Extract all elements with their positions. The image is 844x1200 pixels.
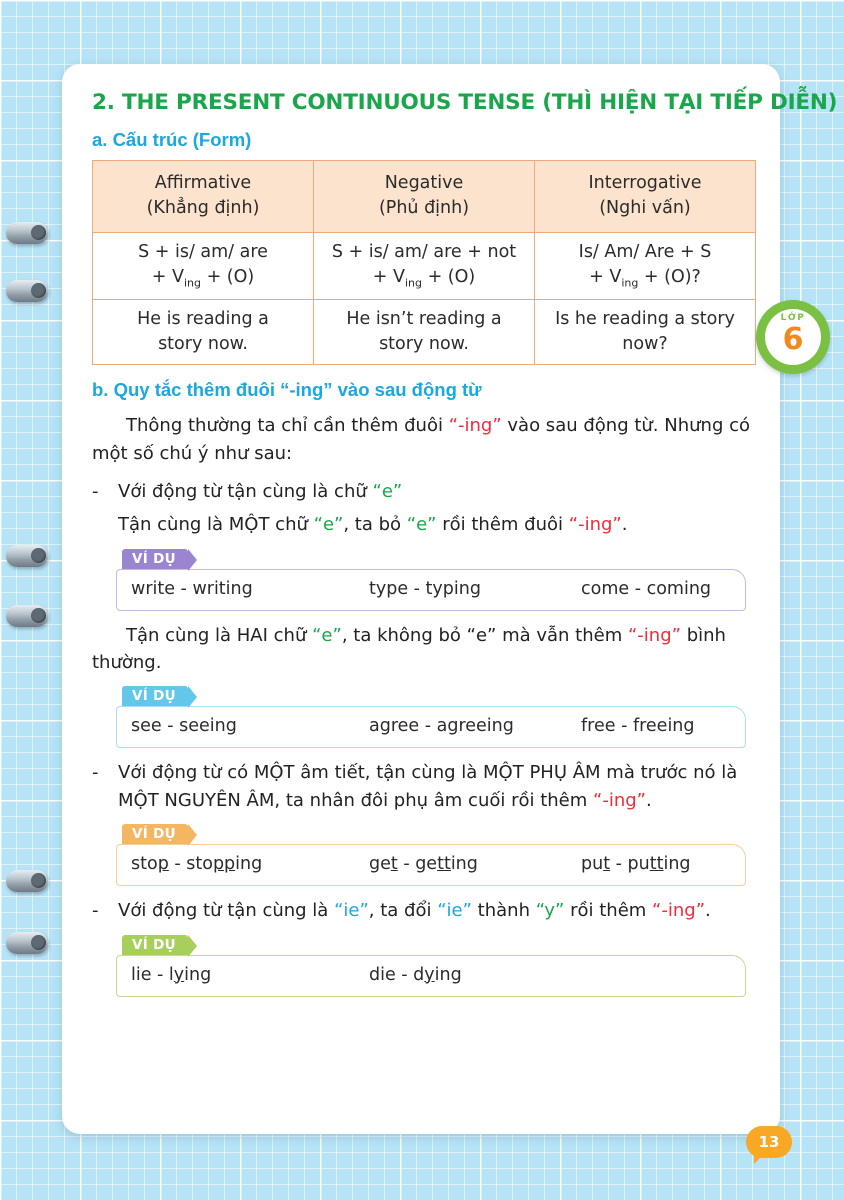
spiral-ring xyxy=(6,932,48,954)
cell-line-1: He isn’t reading a xyxy=(346,308,502,329)
example-body xyxy=(116,706,746,748)
cell-line-2: + $V_{ing} + (O)$ xyxy=(372,267,476,290)
example-item: free - freeing xyxy=(581,716,695,737)
spiral-ring xyxy=(6,280,48,302)
example-item: see - seeing xyxy=(131,716,237,737)
header-en: Interrogative xyxy=(588,173,702,193)
section-b-heading: b. Quy tắc thêm đuôi “-ing” vào sau động từ xyxy=(92,379,482,401)
table-row-example xyxy=(93,299,756,365)
rule-text: Với động từ có MỘT âm tiết, tận cùng là MỘT PHỤ ÂM mà trước nó là MỘT NGUYÊN ÂM, ta nhân đôi phụ âm cuối rồi thêm “-ing”. xyxy=(118,762,738,811)
badge-value: 6 xyxy=(782,322,804,357)
cell-line-2: story now. xyxy=(158,333,248,354)
example-tag: VÍ DỤ xyxy=(122,549,188,569)
example-item: write - writing xyxy=(131,578,253,599)
cell-line-2: story now. xyxy=(379,333,469,354)
table-header-row xyxy=(93,161,756,233)
header-vi: (Khẳng định) xyxy=(146,198,260,219)
table-cell xyxy=(93,232,314,299)
example-tag: VÍ DỤ xyxy=(122,824,188,844)
table-cell xyxy=(314,299,535,365)
example-item: agree - agreeing xyxy=(369,716,514,737)
cell-line-1: He is reading a xyxy=(137,308,269,329)
cell-line-2: + $V_{ing} + (O)$ xyxy=(151,267,255,290)
spiral-ring xyxy=(6,605,48,627)
bullet-dash: - xyxy=(92,900,99,922)
example-item: lie - lying xyxy=(131,964,212,985)
grade-badge xyxy=(756,300,830,374)
header-en: Negative xyxy=(384,173,464,193)
rule-single-e-detail: Tận cùng là MỘT chữ “e”, ta bỏ “e” rồi thêm đuôi “-ing”. xyxy=(118,514,628,536)
example-box-one-syllable xyxy=(116,824,746,886)
table-cell xyxy=(535,299,756,365)
rule-ie xyxy=(92,897,752,924)
header-vi: (Nghi vấn) xyxy=(599,198,691,219)
example-body xyxy=(116,844,746,886)
example-item: get - getting xyxy=(369,854,478,875)
example-body xyxy=(116,569,746,611)
table-header-cell xyxy=(314,161,535,233)
example-box-ie xyxy=(116,935,746,997)
spiral-ring xyxy=(6,545,48,567)
badge-label: LỚP xyxy=(780,313,806,323)
example-box-single-e xyxy=(116,549,746,611)
spiral-ring xyxy=(6,222,48,244)
example-item: type - typing xyxy=(369,578,481,599)
present-continuous-form-table xyxy=(92,160,756,365)
cell-line-1: S + is/ am/ are + not xyxy=(331,241,517,262)
rule-one-syllable xyxy=(92,759,752,814)
example-item: come - coming xyxy=(581,578,712,599)
cell-line-1: Is he reading a story xyxy=(555,308,735,329)
header-vi: (Phủ định) xyxy=(378,198,470,219)
section-b-intro: Thông thường ta chỉ cần thêm đuôi “-ing” vào sau động từ. Nhưng có một số chú ý như sau: xyxy=(92,415,750,464)
bullet-dash: - xyxy=(92,481,99,503)
rule-double-e-detail: Tận cùng là HAI chữ “e”, ta không bỏ “e” mà vẫn thêm “-ing” bình thường. xyxy=(92,624,726,674)
example-tag: VÍ DỤ xyxy=(122,935,188,955)
page-number-badge: 13 xyxy=(746,1126,792,1158)
spiral-binding xyxy=(0,0,60,1200)
example-item: stop - stopping xyxy=(131,854,263,875)
table-header-cell xyxy=(535,161,756,233)
example-tag: VÍ DỤ xyxy=(122,686,188,706)
table-cell xyxy=(314,232,535,299)
cell-line-1: S + is/ am/ are xyxy=(138,241,268,262)
example-item: die - dying xyxy=(369,964,462,985)
example-box-double-e xyxy=(116,686,746,748)
example-item: put - putting xyxy=(581,854,691,875)
header-en: Affirmative xyxy=(154,173,252,193)
table-row-structure xyxy=(93,232,756,299)
bullet-dash: - xyxy=(92,762,99,784)
cell-line-1: Is/ Am/ Are + S xyxy=(578,241,712,262)
cell-line-2: now? xyxy=(622,333,668,354)
table-cell xyxy=(93,299,314,365)
page-title: 2. THE PRESENT CONTINUOUS TENSE (THÌ HIỆN TẠI TIẾP DIỄN) xyxy=(92,90,838,115)
example-body xyxy=(116,955,746,997)
section-a-heading: a. Cấu trúc (Form) xyxy=(92,129,252,150)
table-cell xyxy=(535,232,756,299)
cell-line-2: + $V_{ing} + (O)$? xyxy=(589,267,701,290)
rule-single-e xyxy=(92,478,752,505)
rule-text: Với động từ tận cùng là chữ “e” xyxy=(118,481,403,503)
spiral-ring xyxy=(6,870,48,892)
table-header-cell xyxy=(93,161,314,233)
rule-text: Với động từ tận cùng là “ie”, ta đổi “ie” thành “y” rồi thêm “-ing”. xyxy=(118,900,711,922)
